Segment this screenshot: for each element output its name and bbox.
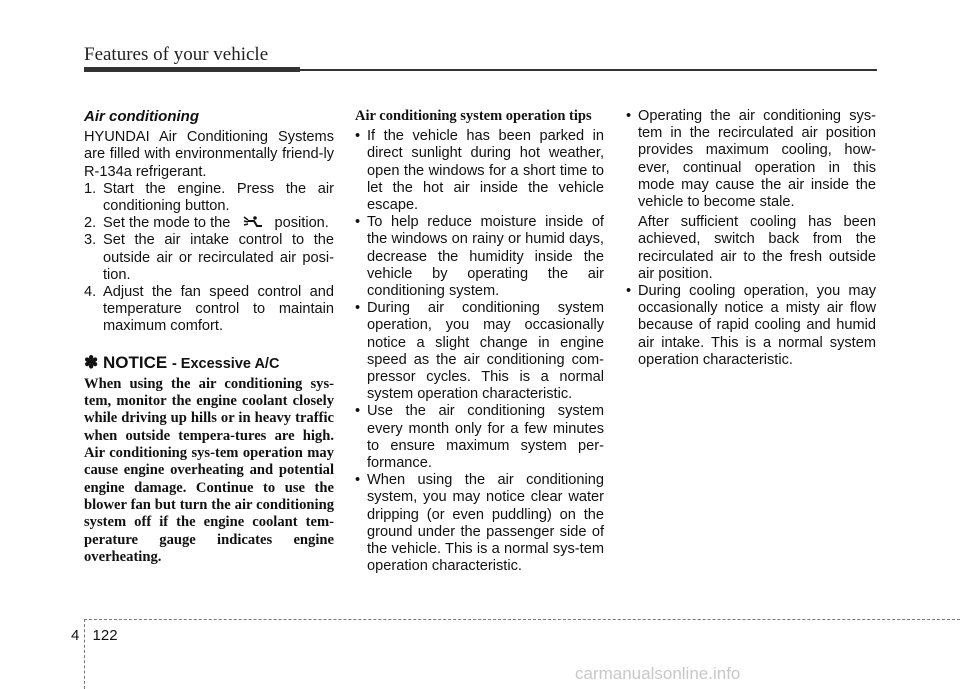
- notice-label: NOTICE: [102, 352, 168, 372]
- notice-heading: [84, 354, 334, 373]
- section-heading-air-conditioning: Air conditioning: [84, 108, 199, 125]
- bullet-icon: •: [355, 403, 361, 420]
- column-2: [355, 108, 604, 575]
- step-text: Start the engine. Press the air conditioning button.: [103, 180, 334, 215]
- column-1: [84, 108, 334, 566]
- list-item: [626, 283, 876, 369]
- step-number: 3.: [84, 232, 97, 249]
- step-item: [84, 284, 334, 336]
- step-text: Set the mode to the: [103, 215, 231, 232]
- bullet-icon: •: [355, 300, 361, 317]
- steps-list: [84, 181, 334, 336]
- step-text: Adjust the fan speed control and temperature control to maintain maximum comfort.: [103, 284, 334, 335]
- list-item: [626, 108, 876, 283]
- bullet-icon: •: [626, 108, 632, 124]
- list-item: [355, 300, 604, 403]
- floor-defrost-mode-icon: [234, 215, 270, 229]
- page-number: [71, 627, 118, 644]
- notice-body: When using the air conditioning sys-tem, monitor the engine coolant closely while driving up hills or in heavy traffic when outside tempera-tures are high. Air conditioning sys-tem operation may cause engine overheating and potential engine damage. Continue to use the blower fan but turn the air conditioning system off if the engine coolant tem-perature gauge indicates engine overheating.: [84, 375, 334, 565]
- list-item-text: If the vehicle has been parked in direct sunlight during hot weather, open the windows for a short time to let the hot air inside the vehicle escape.: [367, 128, 604, 214]
- watermark: carmanualsonline.info: [575, 664, 741, 683]
- tips-list-continued: [626, 108, 876, 369]
- list-item-text: Use the air conditioning system every month only for a few minutes to ensure maximum system per-formance.: [367, 403, 604, 472]
- header-thick-bar: [84, 67, 300, 72]
- step-item: [84, 181, 334, 215]
- list-item-text: Operating the air conditioning sys-tem in the recirculated air position provides maximum cooling, how-ever, continual operation in this mode may cause the air inside the vehicle to become stale.: [638, 108, 876, 211]
- list-item-text: When using the air conditioning system, you may notice clear water dripping (or even puddling) on the ground under the passenger side of the vehicle. This is a normal sys-tem operation characteristic.: [367, 472, 604, 575]
- chapter-number: 4: [71, 627, 80, 644]
- column-3: [626, 108, 876, 369]
- notice-subtitle: - Excessive A/C: [171, 355, 280, 372]
- step-number: 4.: [84, 284, 97, 301]
- step-item: [84, 215, 334, 232]
- bullet-icon: •: [626, 283, 632, 300]
- step-number: 1.: [84, 180, 97, 197]
- tips-list: [355, 128, 604, 575]
- page-header-title: Features of your vehicle: [84, 44, 269, 65]
- list-item: [355, 128, 604, 214]
- list-item: [355, 403, 604, 472]
- list-item-text: During cooling operation, you may occasionally notice a misty air flow because of rapid cooling and humid air intake. This is a normal system operation characteristic.: [638, 283, 876, 368]
- list-item: [355, 472, 604, 575]
- step-text: Set the air intake control to the outside air or recirculated air posi-tion.: [103, 232, 334, 283]
- step-text: position.: [274, 215, 329, 232]
- list-item-extra-text: After sufficient cooling has been achieved, switch back from the recirculated air to the fresh outside air position.: [638, 214, 876, 282]
- intro-paragraph: HYUNDAI Air Conditioning Systems are filled with environmentally friend-ly R-134a refrigerant.: [84, 129, 334, 180]
- step-item: [84, 232, 334, 284]
- notice-icon: ✽: [84, 352, 99, 372]
- bullet-icon: •: [355, 472, 361, 489]
- step-number: 2.: [84, 215, 97, 232]
- page-number-value: 122: [92, 627, 118, 644]
- list-item-text: To help reduce moisture inside of the windows on rainy or humid days, decrease the humidity inside the vehicle by operating the air conditioning system.: [367, 214, 604, 300]
- section-heading-operation-tips: Air conditioning system operation tips: [355, 108, 592, 124]
- header-rule: [300, 69, 877, 71]
- bullet-icon: •: [355, 128, 361, 145]
- list-item: [355, 214, 604, 300]
- footer-rule: [84, 619, 960, 620]
- bullet-icon: •: [355, 214, 361, 231]
- list-item-text: During air conditioning system operation, you may occasionally notice a slight change in engine speed as the air conditioning com-pressor cycles. This is a normal system operation characteristic.: [367, 300, 604, 403]
